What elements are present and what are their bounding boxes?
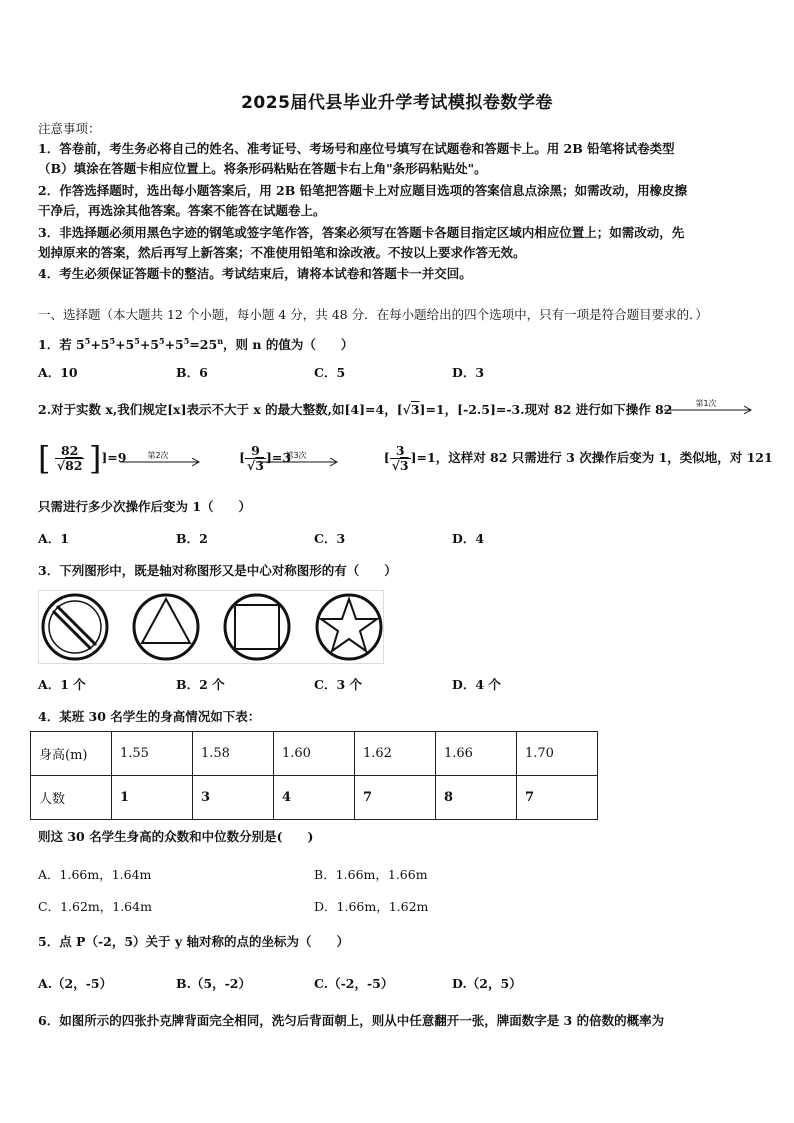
- notice-line: 干净后，再选涂其他答案。答案不能答在试题卷上。: [38, 203, 326, 218]
- question-2-line-2: [ $\frac{82}{√82}$ ]]=9 [ $\frac{9}{√3}$ ]=3 [ $\frac{3}{√3}$ ]=1，这样对 82 只需进行 3 次操作后变为 1，类似地，对 121: [38, 439, 773, 478]
- operation-arrow-1: [662, 398, 756, 416]
- step-label-3: 第3次: [285, 451, 307, 460]
- step-label-2: 第2次: [147, 451, 169, 460]
- question-2-line-3: 只需进行多少次操作后变为 1（ ）: [38, 499, 252, 514]
- table-row: [31, 776, 598, 820]
- option-a: A．10: [38, 365, 78, 380]
- table-cell: 7: [355, 776, 436, 820]
- option-b: B．1.66m，1.66m: [314, 867, 428, 882]
- question-6-stem: 6．如图所示的四张扑克牌背面完全相同，洗匀后背面朝上，则从中任意翻开一张，牌面数字是 3 的倍数的概率为: [38, 1013, 665, 1028]
- table-cell: 3: [193, 776, 274, 820]
- table-cell: 1.62: [355, 732, 436, 776]
- operation-arrow-2: [118, 450, 204, 468]
- table-cell: 4: [274, 776, 355, 820]
- symmetry-figures: [38, 590, 384, 664]
- table-cell: 1.70: [517, 732, 598, 776]
- table-cell: 1.58: [193, 732, 274, 776]
- table-cell: 8: [436, 776, 517, 820]
- question-4-stem: 4．某班 30 名学生的身高情况如下表：: [38, 709, 261, 724]
- option-c: C．5: [314, 365, 346, 380]
- question-5-stem: 5．点 P（-2，5）关于 y 轴对称的点的坐标为（ ）: [38, 934, 349, 949]
- option-a: A．1: [38, 531, 69, 546]
- figure-circle-slash: [43, 595, 107, 659]
- table-header-cell: 人数: [31, 776, 112, 820]
- option-c: C.（-2，-5）: [314, 976, 394, 991]
- notice-line: 3．非选择题必须用黑色字迹的钢笔或签字笔作答，答案必须写在答题卡各题目指定区域内相应位置上；如需改动，先: [38, 225, 685, 240]
- option-a: A．1.66m，1.64m: [38, 867, 152, 882]
- table-cell: 1.55: [112, 732, 193, 776]
- option-c: C．3 个: [314, 677, 362, 692]
- notice-line: 划掉原来的答案，然后再写上新答案；不准使用铅笔和涂改液。不按以上要求作答无效。: [38, 245, 526, 260]
- fraction-82-over-root82: $\frac{82}{√82}$: [56, 443, 83, 473]
- fraction-9-over-root3: $\frac{9}{√3}$: [247, 443, 264, 473]
- option-a: A．1 个: [38, 677, 86, 692]
- table-cell: 1.60: [274, 732, 355, 776]
- option-c: C．1.62m，1.64m: [38, 899, 152, 914]
- question-1-stem: 1．若 $5^5+5^5+5^5+5^5+5^5=25^n$，则 n 的值为（ ）: [38, 336, 354, 353]
- figure-circle-star: [317, 595, 381, 659]
- figures-svg: [39, 591, 383, 663]
- section-heading: 一、选择题（本大题共 12 个小题，每小题 4 分，共 48 分．在每小题给出的四个选项中，只有一项是符合题目要求的．）: [38, 307, 708, 322]
- fraction-3-over-root3: $\frac{3}{√3}$: [391, 443, 409, 473]
- notice-line: 4．考生必须保证答题卡的整洁。考试结束后，请将本试卷和答题卡一并交回。: [38, 266, 472, 281]
- figure-circle-square: [225, 595, 289, 659]
- notice-line: 1．答卷前，考生务必将自己的姓名、准考证号、考场号和座位号填写在试题卷和答题卡上。用 2B 铅笔将试卷类型: [38, 141, 675, 156]
- figure-circle-triangle: [134, 595, 198, 659]
- notice-line: （B）填涂在答题卡相应位置上。将条形码粘贴在答题卡右上角"条形码粘贴处"。: [38, 161, 487, 176]
- table-cell: 7: [517, 776, 598, 820]
- option-b: B．6: [176, 365, 208, 380]
- option-d: D．4: [452, 531, 485, 546]
- question-2-line-1: 2.对于实数 x,我们规定[x]表示不大于 x 的最大整数,如[4]=4，[√3]=1，[-2.5]=-3.现对 82 进行如下操作 82: [38, 402, 673, 417]
- operation-arrow-3: [256, 450, 342, 468]
- notice-line: 2．作答选择题时，选出每小题答案后，用 2B 铅笔把答题卡上对应题目选项的答案信息点涂黑；如需改动，用橡皮擦: [38, 183, 688, 198]
- option-b: B.（5，-2）: [176, 976, 252, 991]
- option-d: D.（2，5）: [452, 976, 522, 991]
- option-b: B．2 个: [176, 677, 225, 692]
- notice-heading: 注意事项：: [38, 121, 101, 136]
- table-cell: 1: [112, 776, 193, 820]
- step-label-1: 第1次: [695, 399, 717, 408]
- option-d: D．3: [452, 365, 485, 380]
- option-a: A.（2，-5）: [38, 976, 113, 991]
- table-cell: 1.66: [436, 732, 517, 776]
- option-d: D．4 个: [452, 677, 501, 692]
- height-table: [30, 731, 598, 820]
- option-d: D．1.66m，1.62m: [314, 899, 429, 914]
- table-header-cell: 身高(m): [31, 732, 112, 776]
- question-4-question: 则这 30 名学生身高的众数和中位数分别是( ): [38, 829, 314, 844]
- question-3-stem: 3．下列图形中，既是轴对称图形又是中心对称图形的有（ ）: [38, 563, 397, 578]
- page-title: 2025届代县毕业升学考试模拟卷数学卷: [241, 93, 553, 113]
- option-c: C．3: [314, 531, 346, 546]
- option-b: B．2: [176, 531, 208, 546]
- table-row: [31, 732, 598, 776]
